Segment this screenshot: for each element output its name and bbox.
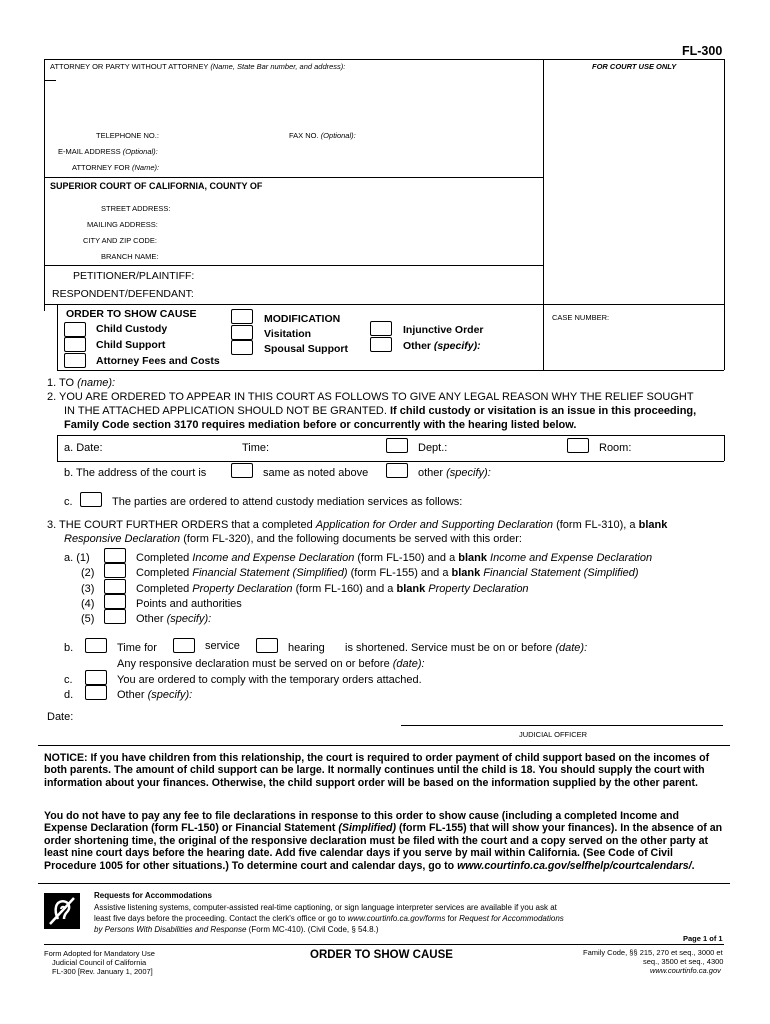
- visitation-label: Visitation: [264, 328, 312, 340]
- dept-checkbox[interactable]: [386, 438, 408, 453]
- divider: [57, 304, 58, 370]
- item-3a2-text: Completed Financial Statement (Simplified) (form FL-155) and a blank Financial Statement (Simplified): [136, 567, 639, 579]
- signature-line: [401, 725, 723, 726]
- other-address-checkbox[interactable]: [386, 463, 408, 478]
- notice-declarations: You do not have to pay any fee to file declarations in response to this order to show cause (including a completed Income and Expense Declaration (form FL-150) or Financial Statement (Simplified) (form FL-155) that will show your finances). In the absence of an order shortening time, the original of the responsive declaration must be filed with the court and a copy served on the other party at least nine court days before the hearing date. Add five calendar days if you serve by mail within California. (See Code of Civil Procedure 1005 for other situations.) To determine court and calendar days, go to www.courtinfo.ca.gov/selfhelp/courtcalendars/.: [44, 810, 723, 872]
- item-3b-label: b.: [64, 642, 74, 654]
- item-3a4-text: Points and authorities: [136, 598, 242, 610]
- court-address-label: b. The address of the court is: [64, 467, 207, 479]
- same-as-above-label: same as noted above: [263, 467, 369, 479]
- page-number: Page 1 of 1: [683, 934, 723, 943]
- room-checkbox[interactable]: [567, 438, 589, 453]
- form-revision: FL-300 [Rev. January 1, 2007]: [52, 967, 153, 976]
- item-3a1-text: Completed Income and Expense Declaration (form FL-150) and a blank Income and Expense Declaration: [136, 552, 653, 564]
- child-support-checkbox[interactable]: [64, 337, 86, 352]
- divider: [543, 59, 544, 370]
- item-2c-label: c.: [64, 496, 73, 508]
- city-zip-label: CITY AND ZIP CODE:: [83, 236, 157, 245]
- notice-child-support: NOTICE: If you have children from this relationship, the court is required to order payment of child support based on the incomes of both parents. The amount of child support can be large. It normally continues until the child is 18. You should supply the court with information about your finances. Otherwise, the child support order will be based on the information supplied by the other parent.: [44, 752, 710, 789]
- judicial-officer-label: JUDICIAL OFFICER: [519, 730, 588, 739]
- form-adopted: Form Adopted for Mandatory Use: [44, 949, 155, 958]
- other-order-checkbox[interactable]: [370, 337, 392, 352]
- case-number-label: CASE NUMBER:: [552, 313, 610, 322]
- temporary-orders-checkbox[interactable]: [85, 670, 107, 685]
- divider: [44, 59, 724, 60]
- other-order-d-text: Other (specify):: [117, 689, 193, 701]
- item-3a3-label: (3): [81, 583, 95, 595]
- divider: [57, 461, 724, 462]
- dept-label: Dept.:: [418, 442, 448, 454]
- injunctive-order-label: Injunctive Order: [403, 324, 484, 336]
- visitation-checkbox[interactable]: [231, 325, 253, 340]
- attorney-for-label: ATTORNEY FOR (Name):: [72, 163, 160, 172]
- mailing-address-label: MAILING ADDRESS:: [87, 220, 158, 229]
- divider: [44, 177, 543, 178]
- service-label: service: [205, 640, 240, 652]
- divider: [57, 435, 58, 461]
- field-mark: [44, 80, 56, 81]
- item-3d-label: d.: [64, 689, 74, 701]
- financial-statement-checkbox[interactable]: [104, 563, 126, 578]
- item-3c-label: c.: [64, 674, 73, 686]
- divider: [57, 370, 724, 371]
- income-expense-checkbox[interactable]: [104, 548, 126, 563]
- hearing-time-label: Time:: [242, 442, 270, 454]
- child-support-label: Child Support: [96, 339, 166, 351]
- accommodations-line-3: by Persons With Disabilities and Response (Form MC-410). (Civil Code, § 54.8.): [94, 925, 379, 934]
- item-3a2-label: (2): [81, 567, 95, 579]
- mediation-checkbox[interactable]: [80, 492, 102, 507]
- divider: [724, 59, 725, 370]
- item-3a1-label: a. (1): [64, 552, 90, 564]
- notice-border-bottom: [38, 883, 730, 884]
- family-code-line-1: Family Code, §§ 215, 270 et seq., 3000 et: [583, 948, 723, 957]
- branch-name-label: BRANCH NAME:: [101, 252, 159, 261]
- spousal-support-label: Spousal Support: [264, 343, 348, 355]
- time-for-label: Time for: [117, 642, 157, 654]
- telephone-label: TELEPHONE NO.:: [96, 131, 159, 140]
- judicial-council: Judicial Council of California: [52, 958, 147, 967]
- footer-divider: [44, 944, 724, 945]
- attorney-fees-checkbox[interactable]: [64, 353, 86, 368]
- other-address-label: other (specify):: [418, 467, 491, 479]
- other-order-d-checkbox[interactable]: [85, 685, 107, 700]
- date-label: Date:: [47, 711, 74, 723]
- mediation-text: The parties are ordered to attend custody mediation services as follows:: [112, 496, 463, 508]
- other-documents-checkbox[interactable]: [104, 609, 126, 624]
- item-2-line-3: Family Code section 3170 requires mediation before or concurrently with the hearing listed below.: [64, 419, 577, 431]
- hearing-label: hearing: [288, 642, 325, 654]
- item-3a5-label: (5): [81, 613, 95, 625]
- item-3a5-text: Other (specify):: [136, 613, 212, 625]
- other-order-label: Other (specify):: [403, 340, 481, 352]
- footer-title: ORDER TO SHOW CAUSE: [310, 949, 453, 961]
- injunctive-order-checkbox[interactable]: [370, 321, 392, 336]
- child-custody-checkbox[interactable]: [64, 322, 86, 337]
- divider: [57, 435, 724, 436]
- item-3a4-label: (4): [81, 598, 95, 610]
- points-authorities-checkbox[interactable]: [104, 594, 126, 609]
- hearing-assistance-icon: [44, 893, 80, 929]
- hearing-checkbox[interactable]: [256, 638, 278, 653]
- petitioner-label: PETITIONER/PLAINTIFF:: [73, 270, 195, 282]
- service-checkbox[interactable]: [173, 638, 195, 653]
- modification-checkbox[interactable]: [231, 309, 253, 324]
- item-3-line-2: Responsive Declaration (form FL-320), and the following documents be served with this order:: [64, 533, 522, 545]
- divider: [44, 304, 724, 305]
- divider: [44, 59, 45, 311]
- shortened-text: is shortened. Service must be on or before (date):: [345, 642, 588, 654]
- same-as-above-checkbox[interactable]: [231, 463, 253, 478]
- responsive-declaration-text: Any responsive declaration must be served on or before (date):: [117, 658, 425, 670]
- divider: [724, 435, 725, 461]
- order-to-show-cause-title: ORDER TO SHOW CAUSE: [66, 308, 197, 320]
- item-2-line-1: 2. YOU ARE ORDERED TO APPEAR IN THIS COURT AS FOLLOWS TO GIVE ANY LEGAL REASON WHY THE RELIEF SOUGHT: [47, 391, 694, 403]
- item-3-line-1: 3. THE COURT FURTHER ORDERS that a completed Application for Order and Supporting Declaration (form FL-310), a blank: [47, 519, 668, 531]
- courtinfo-link[interactable]: www.courtinfo.ca.gov: [650, 966, 721, 975]
- form-number: FL-300: [682, 44, 723, 58]
- modification-label: MODIFICATION: [264, 313, 341, 325]
- family-code-line-2: seq., 3500 et seq., 4300: [643, 957, 724, 966]
- court-use-label: FOR COURT USE ONLY: [592, 62, 677, 71]
- accommodations-line-1: Assistive listening systems, computer-assisted real-time captioning, or sign language interpreter services are available if you ask at: [94, 903, 557, 912]
- temporary-orders-text: You are ordered to comply with the temporary orders attached.: [117, 674, 422, 686]
- respondent-label: RESPONDENT/DEFENDANT:: [52, 288, 194, 300]
- court-title: SUPERIOR COURT OF CALIFORNIA, COUNTY OF: [50, 181, 263, 191]
- item-1-to-name: 1. TO (name):: [47, 377, 116, 389]
- hearing-date-label: a. Date:: [64, 442, 103, 454]
- item-3a3-text: Completed Property Declaration (form FL-160) and a blank Property Declaration: [136, 583, 529, 595]
- time-shortened-checkbox[interactable]: [85, 638, 107, 653]
- property-declaration-checkbox[interactable]: [104, 579, 126, 594]
- child-custody-label: Child Custody: [96, 323, 168, 335]
- attorney-fees-label: Attorney Fees and Costs: [96, 355, 220, 367]
- accommodations-title: Requests for Accommodations: [94, 891, 212, 900]
- fax-label: FAX NO. (Optional):: [289, 131, 356, 140]
- item-2-line-2: IN THE ATTACHED APPLICATION SHOULD NOT BE GRANTED. If child custody or visitation is an issue in this proceeding,: [64, 405, 697, 417]
- street-address-label: STREET ADDRESS:: [101, 204, 171, 213]
- spousal-support-checkbox[interactable]: [231, 340, 253, 355]
- accommodations-line-2: least five days before the proceeding. Contact the clerk's office or go to www.courtinfo.ca.gov/forms for Request for Accommodations: [94, 914, 564, 923]
- email-label: E-MAIL ADDRESS (Optional):: [58, 147, 158, 156]
- room-label: Room:: [599, 442, 632, 454]
- divider: [44, 265, 543, 266]
- attorney-label: ATTORNEY OR PARTY WITHOUT ATTORNEY (Name, State Bar number, and address):: [50, 62, 346, 71]
- notice-border-top: [38, 745, 730, 746]
